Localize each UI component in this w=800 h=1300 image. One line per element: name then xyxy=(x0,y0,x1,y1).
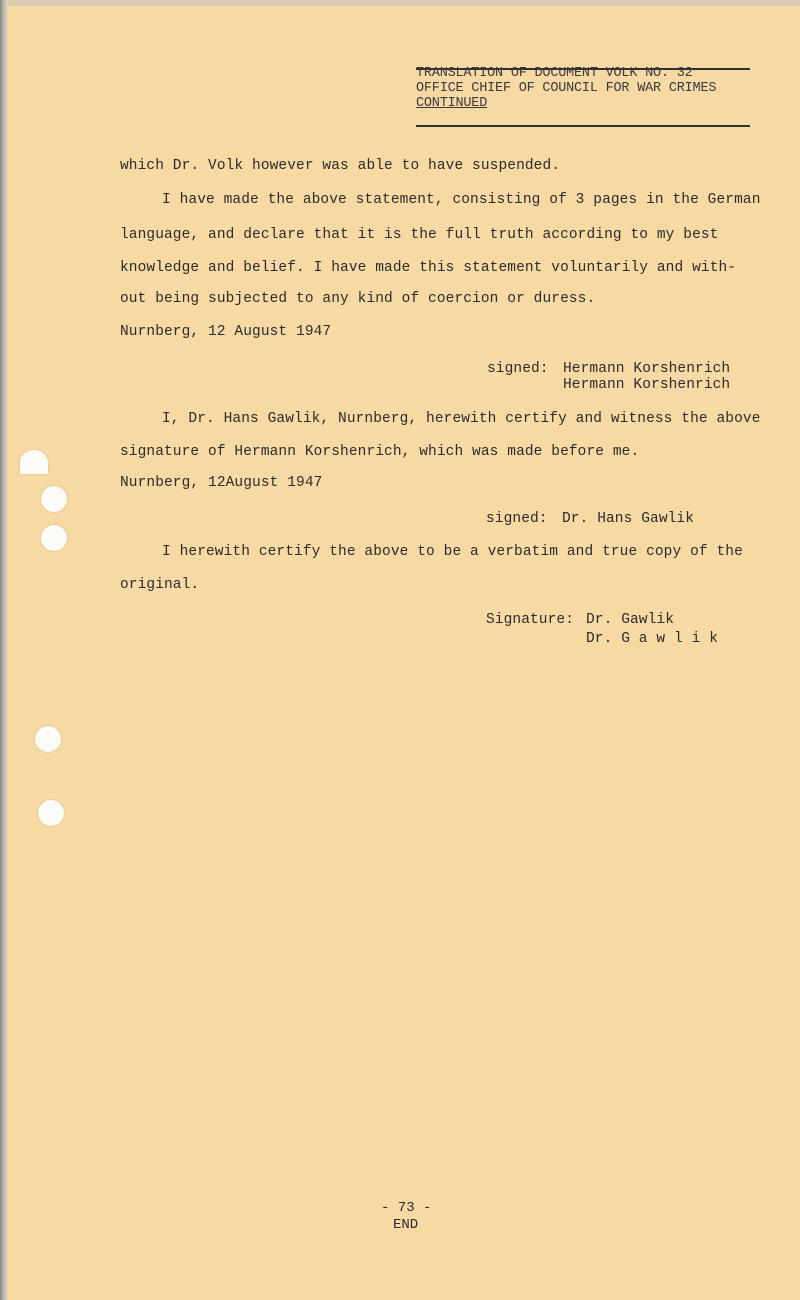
punch-hole-3 xyxy=(41,525,67,551)
signature-1-name: Hermann Korshenrich xyxy=(563,361,731,377)
header-line-1: TRANSLATION OF DOCUMENT VOLK NO. 32 xyxy=(416,66,693,81)
signature-1-label: signed: xyxy=(487,361,549,377)
punch-hole-2 xyxy=(41,486,67,512)
header-line-3: CONTINUED xyxy=(416,96,488,111)
body-line-3: language, and declare that it is the full truth according to my best xyxy=(120,227,719,243)
page-edge xyxy=(0,0,8,1300)
header-rule-bottom xyxy=(416,125,750,127)
punch-hole-4 xyxy=(35,726,61,752)
witness-line-1: I, Dr. Hans Gawlik, Nurnberg, herewith certify and witness the above xyxy=(162,411,761,427)
page-number: - 73 - xyxy=(381,1200,432,1216)
signature-3-label: Signature: xyxy=(486,612,575,628)
witness-date: Nurnberg, 12August 1947 xyxy=(120,475,323,491)
signature-2-name: Dr. Hans Gawlik xyxy=(562,511,695,527)
body-line-5: out being subjected to any kind of coercion or duress. xyxy=(120,291,596,307)
certification-line-2: original. xyxy=(120,577,200,593)
document-header xyxy=(416,66,752,111)
signature-2-label: signed: xyxy=(486,511,548,527)
body-line-4: knowledge and belief. I have made this statement voluntarily and with- xyxy=(120,260,737,276)
body-line-1: which Dr. Volk however was able to have suspended. xyxy=(120,158,561,174)
signature-3-name: Dr. Gawlik xyxy=(586,612,675,628)
witness-line-2: signature of Hermann Korshenrich, which was made before me. xyxy=(120,444,640,460)
certification-line-1: I herewith certify the above to be a verbatim and true copy of the xyxy=(162,544,743,560)
punch-hole-5 xyxy=(38,800,64,826)
body-line-2: I have made the above statement, consisting of 3 pages in the German xyxy=(162,192,761,208)
signature-1-name-repeat: Hermann Korshenrich xyxy=(563,377,731,393)
signature-3-name-spaced: Dr. G a w l i k xyxy=(586,631,719,647)
statement-date: Nurnberg, 12 August 1947 xyxy=(120,324,332,340)
punch-hole-1 xyxy=(20,450,48,474)
header-line-2: OFFICE CHIEF OF COUNCIL FOR WAR CRIMES xyxy=(416,81,717,96)
end-marker: END xyxy=(393,1217,419,1233)
